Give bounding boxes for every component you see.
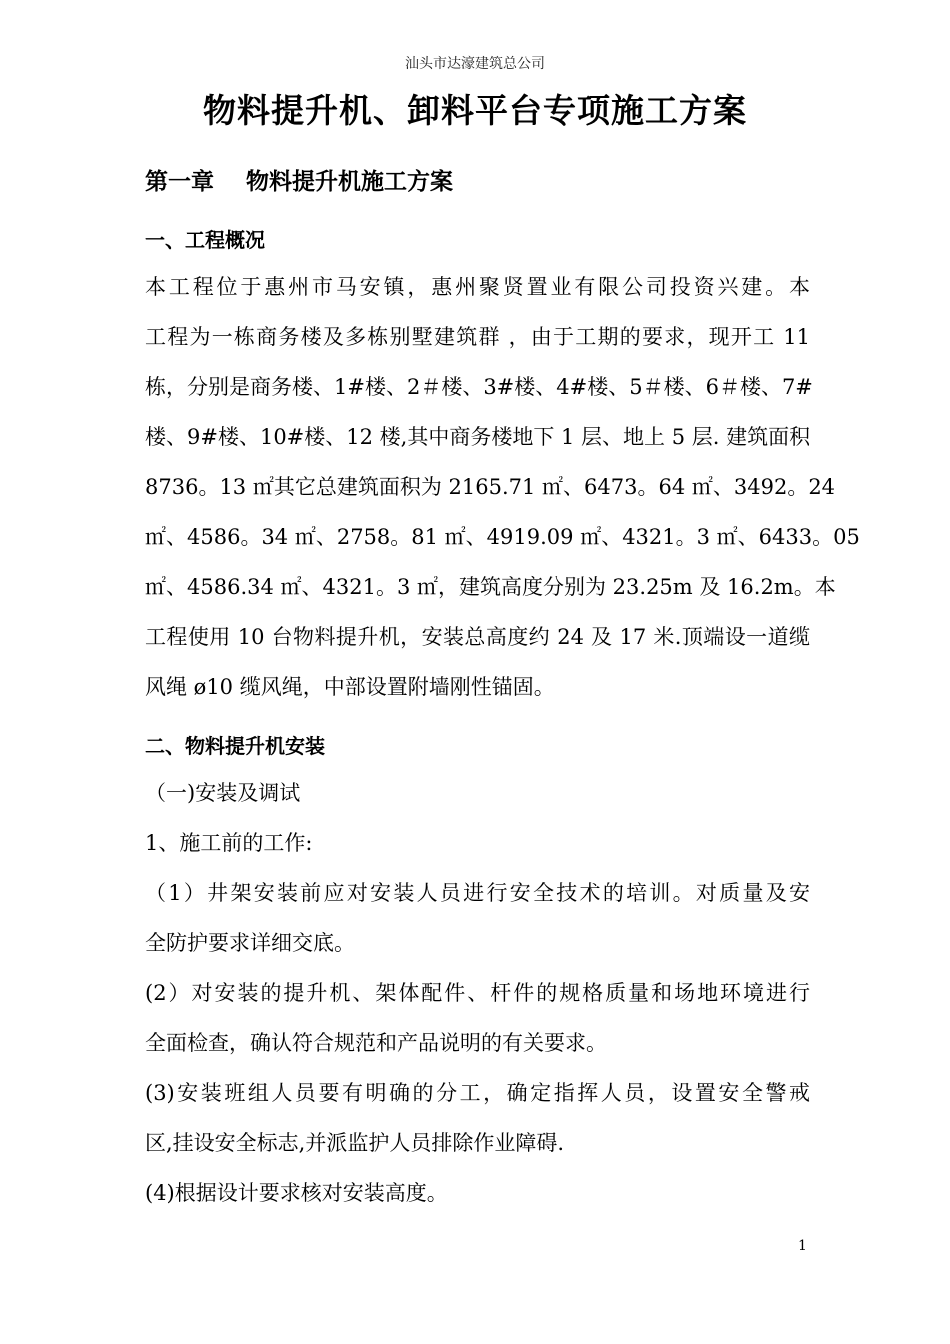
paragraph-line: 1、施工前的工作: [145, 831, 313, 855]
section-heading-installation: 二、物料提升机安装 [145, 734, 325, 758]
paragraph-line: (2）对安装的提升机、架体配件、杆件的规格质量和场地环境进行 [145, 981, 810, 1005]
paragraph-line: 风绳 ø10 缆风绳，中部设置附墙刚性锚固。 [145, 675, 555, 699]
chapter-heading: 第一章 物料提升机施工方案 [145, 169, 454, 195]
paragraph-line: 全面检查，确认符合规范和产品说明的有关要求。 [145, 1031, 607, 1055]
paragraph-line: （一)安装及调试 [145, 781, 301, 805]
paragraph-line: 本工程位于惠州市马安镇，惠州聚贤置业有限公司投资兴建。本 [145, 275, 810, 299]
paragraph-line: 楼、9#楼、10#楼、12 楼,其中商务楼地下 1 层、地上 5 层. 建筑面积 [145, 425, 811, 449]
paragraph-line: （1）井架安装前应对安装人员进行安全技术的培训。对质量及安 [145, 881, 810, 905]
page-header: 汕头市达濠建筑总公司 [405, 56, 545, 72]
paragraph-line: 全防护要求详细交底。 [145, 931, 355, 955]
paragraph-line: (4)根据设计要求核对安装高度。 [145, 1181, 448, 1205]
paragraph-line: 工程使用 10 台物料提升机，安装总高度约 24 及 17 米.顶端设一道缆 [145, 625, 810, 649]
section-heading-overview: 一、工程概况 [145, 228, 265, 252]
paragraph-line: (3)安装班组人员要有明确的分工，确定指挥人员，设置安全警戒 [145, 1081, 810, 1105]
paragraph-line: 8736。13 ㎡其它总建筑面积为 2165.71 ㎡、6473。64 ㎡、3492。24 [145, 475, 836, 499]
paragraph-line: 工程为一栋商务楼及多栋别墅建筑群 ，由于工期的要求，现开工 11 [145, 325, 810, 349]
paragraph-line: 栋，分别是商务楼、1#楼、2＃楼、3#楼、4#楼、5＃楼、6＃楼、7# [145, 375, 813, 399]
page-number: 1 [798, 1238, 807, 1254]
paragraph-line: ㎡、4586。34 ㎡、2758。81 ㎡、4919.09 ㎡、4321。3 ㎡、6433。05 [145, 525, 860, 549]
paragraph-line: ㎡、4586.34 ㎡、4321。3 ㎡，建筑高度分别为 23.25m 及 16.2m。本 [145, 575, 836, 599]
paragraph-line: 区,挂设安全标志,并派监护人员排除作业障碍. [145, 1131, 565, 1155]
document-title: 物料提升机、卸料平台专项施工方案 [203, 91, 747, 130]
